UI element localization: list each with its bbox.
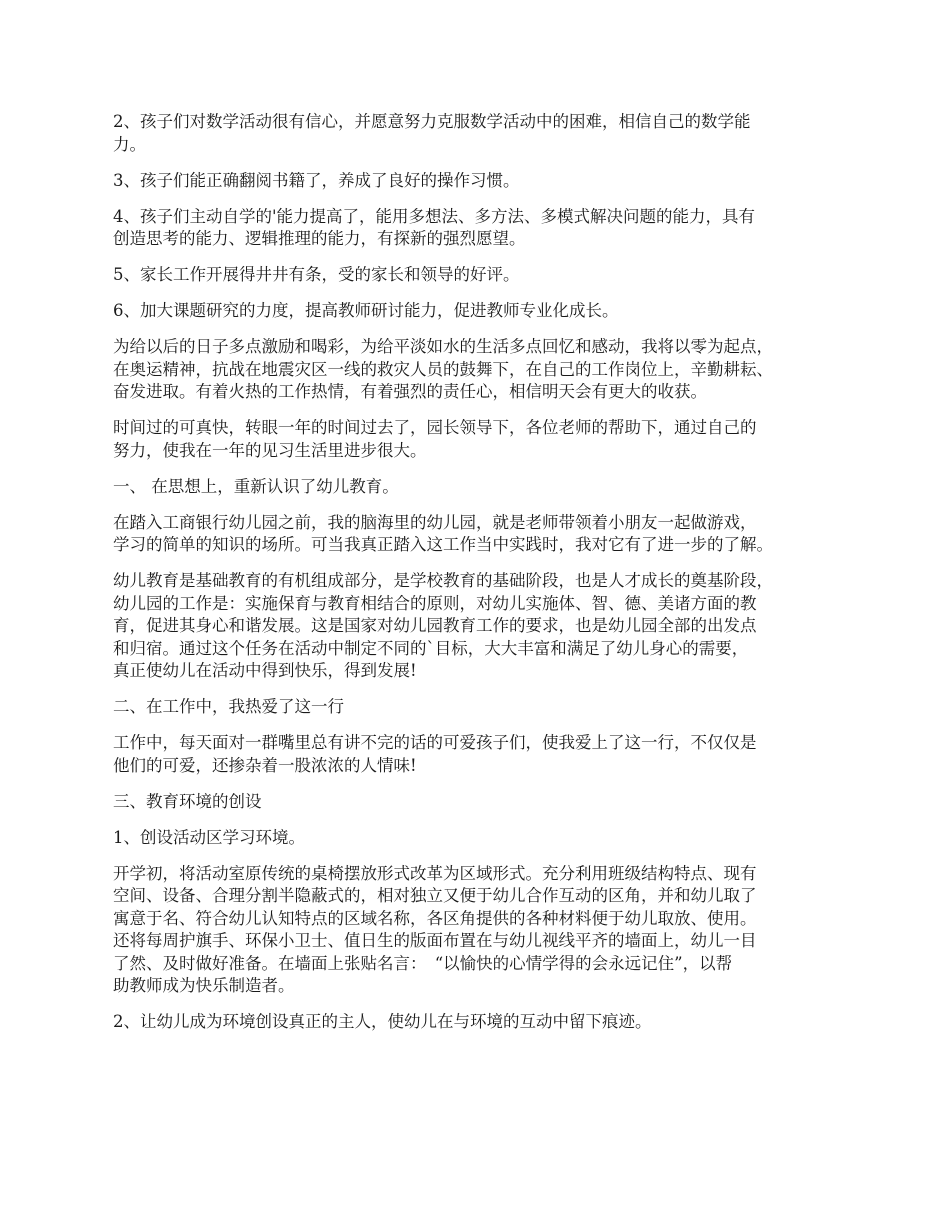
text-line: 了然、及时做好准备。在墙面上张贴名言： “以愉快的心情学得的会永远记住”，以帮: [113, 953, 733, 973]
paragraph-15: [113, 863, 853, 998]
subheading-1: [113, 827, 853, 850]
text-line: 3、孩子们能正确翻阅书籍了，养成了良好的操作习惯。: [113, 170, 520, 190]
text-line: 三、教育环境的创设: [113, 791, 262, 811]
paragraph-5: [113, 300, 853, 323]
text-line: 幼儿园的工作是：实施保育与教育相结合的原则，对幼儿实施体、智、德、美诸方面的教: [113, 593, 757, 613]
text-line: 空间、设备、合理分割半隐蔽式的，相对独立又便于幼儿合作互动的区角，并和幼儿取了: [113, 886, 757, 905]
subheading-2: [113, 1011, 853, 1034]
text-line: 创造思考的能力、逻辑推理的能力，有探新的强烈愿望。: [113, 229, 526, 248]
text-line: 一、 在思想上，重新认识了幼儿教育。: [113, 476, 399, 496]
text-line: 2、让幼儿成为环境创设真正的主人，使幼儿在与环境的互动中留下痕迹。: [113, 1012, 652, 1031]
paragraph-3: [113, 206, 853, 251]
text-line: 助教师成为快乐制造者。: [113, 976, 295, 995]
paragraph-12: [113, 732, 853, 777]
text-line: 时间过的可真快，转眼一年的时间过去了，园长领导下，各位老师的帮助下，通过自己的: [113, 418, 757, 437]
text-line: 他们的可爱，还掺杂着一股浓浓的人情味!: [113, 755, 417, 775]
section-heading-3: [113, 791, 853, 814]
text-line: 2、孩子们对数学活动很有信心，并愿意努力克服数学活动中的困难，相信自己的数学能: [113, 112, 751, 131]
paragraph-7: [113, 417, 853, 462]
text-line: 育，促进其身心和谐发展。这是国家对幼儿园教育工作的要求，也是幼儿园全部的出发点: [113, 616, 757, 635]
paragraph-10: [113, 570, 853, 683]
text-line: 为给以后的日子多点激励和喝彩，为给平淡如水的生活多点回忆和感动，我将以零为起点，: [113, 337, 773, 356]
text-line: 二、在工作中，我热爱了这一行: [113, 697, 344, 716]
text-line: 还将每周护旗手、环保小卫士、值日生的版面布置在与幼儿视线平齐的墙面上，幼儿一目: [113, 931, 757, 950]
text-line: 4、孩子们主动自学的'能力提高了，能用多想法、多方法、多模式解决问题的能力，具有: [113, 206, 756, 226]
text-line: 开学初，将活动室原传统的桌椅摆放形式改革为区域形式。充分利用班级结构特点、现有: [113, 863, 757, 883]
text-line: 寓意于名、符合幼儿认知特点的区域名称，各区角提供的各种材料便于幼儿取放、使用。: [113, 908, 757, 928]
text-line: 工作中，每天面对一群嘴里总有讲不完的话的可爱孩子们，使我爱上了这一行，不仅仅是: [113, 733, 757, 752]
paragraph-2: [113, 170, 853, 193]
section-heading-2: [113, 696, 853, 719]
text-line: 在踏入工商银行幼儿园之前，我的脑海里的幼儿园，就是老师带领着小朋友一起做游戏，: [113, 512, 757, 532]
text-line: 6、加大课题研究的力度，提高教师研讨能力，促进教师专业化成长。: [113, 301, 619, 320]
text-line: 努力，使我在一年的见习生活里进步很大。: [113, 440, 427, 460]
text-line: 真正使幼儿在活动中得到快乐，得到发展!: [113, 661, 417, 680]
text-line: 5、家长工作开展得井井有条，受的家长和领导的好评。: [113, 265, 520, 284]
text-line: 和归宿。通过这个任务在活动中制定不同的`目标，大大丰富和满足了幼儿身心的需要，: [113, 638, 749, 658]
text-line: 学习的简单的知识的场所。可当我真正踏入这工作当中实践时，我对它有了进一步的了解。: [113, 535, 773, 554]
text-line: 在奥运精神，抗战在地震灾区一线的救灾人员的鼓舞下，在自己的工作岗位上，辛勤耕耘、: [113, 359, 773, 379]
section-heading-1: [113, 476, 853, 499]
paragraph-4: [113, 264, 853, 287]
paragraph-9: [113, 512, 853, 557]
document-body: [113, 111, 853, 1047]
text-line: 幼儿教育是基础教育的有机组成部分，是学校教育的基础阶段，也是人才成长的奠基阶段，: [113, 571, 773, 590]
paragraph-6: [113, 336, 853, 404]
text-line: 奋发进取。有着火热的工作热情，有着强烈的责任心，相信明天会有更大的收获。: [113, 382, 707, 401]
text-line: 1、创设活动区学习环境。: [113, 827, 305, 847]
text-line: 力。: [113, 134, 146, 154]
paragraph-1: [113, 111, 853, 156]
